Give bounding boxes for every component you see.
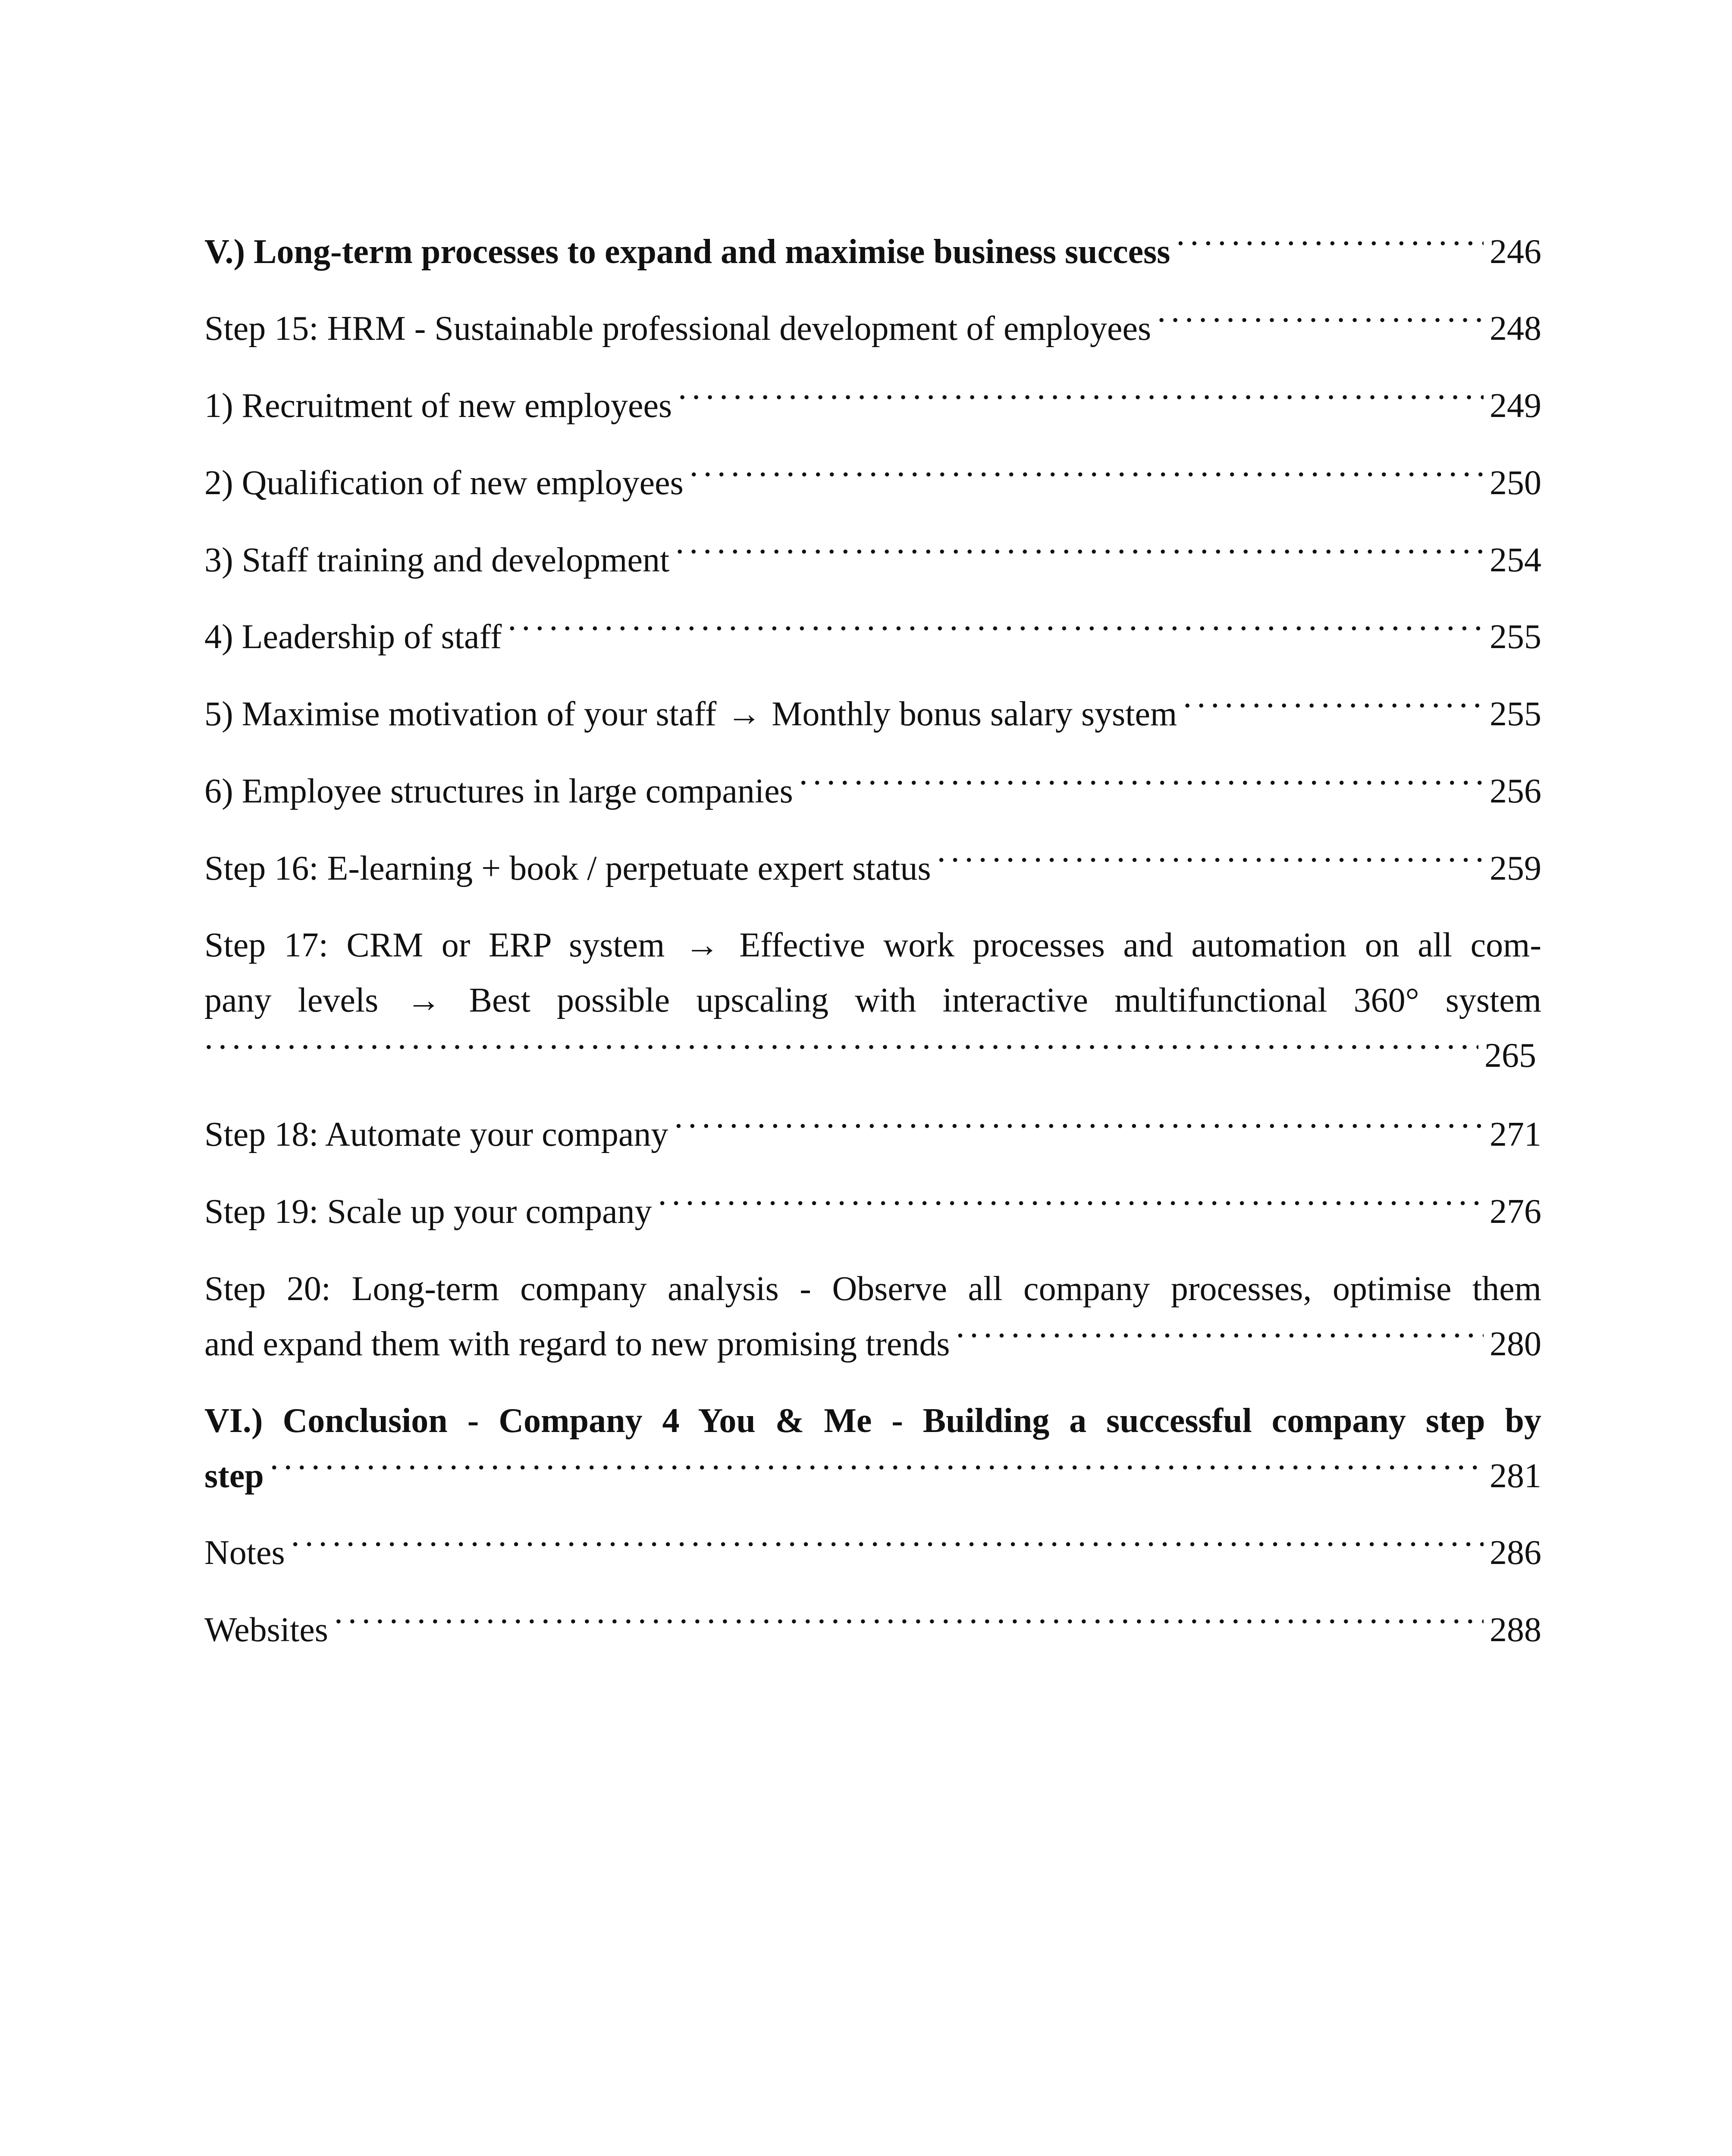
toc-leader-dots: [204, 1032, 1478, 1067]
toc-leader-dots: [658, 1188, 1484, 1223]
toc-leader-dots: [1157, 305, 1484, 340]
toc-entry-section-v: [204, 224, 1541, 279]
toc-leader-dots: [675, 537, 1484, 571]
arrow-right-icon: →: [727, 695, 762, 733]
toc-entry-step-17: [204, 918, 1541, 1083]
toc-entry-title-line: [204, 973, 1541, 1028]
toc-page-number: 271: [1490, 1116, 1541, 1153]
toc-entry-motivation: [204, 686, 1541, 742]
toc-page-number: 248: [1490, 310, 1541, 348]
arrow-right-icon: →: [406, 981, 441, 1019]
toc-entry-title-line: VI.) Conclusion - Company 4 You & Me - Building a successful company step by: [204, 1402, 1541, 1440]
toc-page-number: 286: [1490, 1534, 1541, 1572]
toc-leader-dots: [508, 614, 1484, 648]
toc-entry-step-20: [204, 1261, 1541, 1372]
toc-entry-title: Websites: [204, 1611, 328, 1649]
toc-leader-dots: [678, 382, 1484, 417]
toc-entry-step-16: [204, 841, 1541, 896]
toc-page-number: 276: [1490, 1193, 1541, 1231]
toc-entry-title-line: [204, 918, 1541, 973]
toc-entry-title-part: pany levels: [204, 981, 379, 1019]
toc-page-number: 255: [1490, 618, 1541, 656]
toc-page-number: 250: [1490, 464, 1541, 502]
toc-entry-title: Step 15: HRM - Sustainable professional development of employees: [204, 310, 1152, 348]
toc-entry-notes: [204, 1525, 1541, 1580]
toc-leader-dots: [270, 1453, 1484, 1487]
toc-leader-dots: [799, 768, 1484, 802]
toc-leader-dots: [1176, 229, 1484, 263]
toc-leader-dots: [291, 1529, 1484, 1564]
toc-page-number: 280: [1490, 1325, 1541, 1363]
toc-entry-title: step: [204, 1457, 264, 1495]
toc-page-number: 281: [1490, 1457, 1541, 1495]
toc-entry-title: Step 18: Automate your company: [204, 1116, 668, 1153]
toc-entry-title: 1) Recruitment of new employees: [204, 387, 672, 425]
toc-entry-title: 3) Staff training and development: [204, 541, 670, 579]
toc-page-number: 254: [1490, 541, 1541, 579]
toc-entry-title: and expand them with regard to new promising trends: [204, 1325, 950, 1363]
toc-entry-title: 4) Leadership of staff: [204, 618, 502, 656]
toc-page-number: 288: [1490, 1611, 1541, 1649]
toc-entry-title-part: Monthly bonus salary system: [772, 695, 1177, 733]
toc-entry-title: 6) Employee structures in large companies: [204, 772, 793, 810]
toc-leader-dots: [690, 460, 1484, 494]
toc-page-number: 255: [1490, 695, 1541, 733]
toc-entry-step-18: [204, 1107, 1541, 1162]
toc-entry-title-part: 5) Maximise motivation of your staff: [204, 695, 717, 733]
toc-entry-title: 2) Qualification of new employees: [204, 464, 684, 502]
toc-entry-title: [204, 686, 1177, 742]
toc-entry-title-line: Step 20: Long-term company analysis - Observe all company processes, optimise them: [204, 1270, 1541, 1308]
toc-page-number: 246: [1490, 233, 1541, 271]
toc-page-number: 256: [1490, 772, 1541, 810]
toc-entry-title-part: Step 17: CRM or ERP system: [204, 926, 665, 964]
toc-page-number: 259: [1490, 849, 1541, 887]
toc-leader-dots: [334, 1607, 1484, 1641]
toc-leader-dots: [956, 1321, 1484, 1355]
toc-entry-websites: [204, 1602, 1541, 1658]
toc-entry-step-19: [204, 1184, 1541, 1239]
toc-entry-leadership: [204, 609, 1541, 664]
toc-entry-recruitment: [204, 378, 1541, 433]
toc-entry-title: V.) Long-term processes to expand and maximise business success: [204, 233, 1170, 271]
toc-leader-dots: [937, 845, 1484, 880]
toc-entry-title-part: Effective work processes and automation on all com-: [739, 926, 1542, 964]
toc-entry-title: Step 16: E-learning + book / perpetuate expert status: [204, 849, 931, 887]
toc-entry-employee-structures: [204, 764, 1541, 819]
toc-entry-title: Notes: [204, 1534, 285, 1572]
arrow-right-icon: →: [684, 926, 719, 964]
toc-entry-staff-training: [204, 533, 1541, 588]
toc-page-number: 265: [1484, 1037, 1536, 1075]
toc-leader-dots: [1183, 691, 1484, 725]
toc-entry-title-part: Best possible upscaling with interactive multifunctional 360° system: [469, 981, 1541, 1019]
toc-entry-qualification: [204, 455, 1541, 511]
toc-entry-title: Step 19: Scale up your company: [204, 1193, 652, 1231]
toc-entry-section-vi: [204, 1393, 1541, 1504]
toc-page-number: 249: [1490, 387, 1541, 425]
toc-entry-step-15: [204, 301, 1541, 356]
toc-leader-dots: [674, 1111, 1484, 1146]
